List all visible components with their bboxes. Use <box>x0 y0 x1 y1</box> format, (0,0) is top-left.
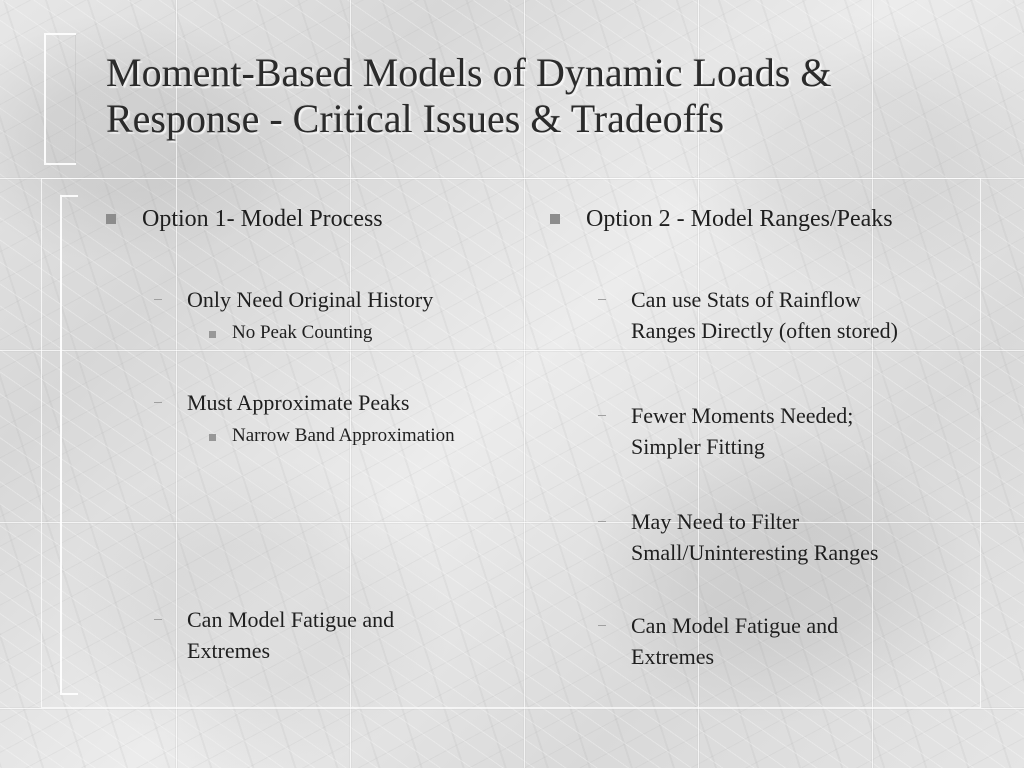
square-bullet-icon <box>209 434 216 441</box>
dash-bullet-icon <box>598 415 606 416</box>
dash-bullet-icon <box>154 402 162 403</box>
right-item-1-label: Can use Stats of Rainflow Ranges Directly (often stored) <box>631 287 898 343</box>
title-side-rail <box>44 33 76 165</box>
right-item-4-label: Can Model Fatigue and Extremes <box>631 613 839 669</box>
dash-bullet-icon <box>598 625 606 626</box>
left-heading: Option 1- Model Process <box>142 206 383 232</box>
dash-bullet-icon <box>598 299 606 300</box>
slide-title: Moment-Based Models of Dynamic Loads & Response - Critical Issues & Tradeoffs <box>106 50 832 141</box>
left-subitem-1-label: No Peak Counting <box>232 322 373 343</box>
dash-bullet-icon <box>154 619 162 620</box>
left-item-1-label: Only Need Original History <box>187 287 434 312</box>
dash-bullet-icon <box>154 299 162 300</box>
left-item-2-label: Must Approximate Peaks <box>187 390 410 415</box>
square-bullet-icon <box>106 214 116 224</box>
right-heading: Option 2 - Model Ranges/Peaks <box>586 206 893 232</box>
background-grid-line <box>0 708 1024 709</box>
left-item-3-label: Can Model Fatigue and Extremes <box>187 607 395 663</box>
square-bullet-icon <box>209 331 216 338</box>
square-bullet-icon <box>550 214 560 224</box>
left-subitem-2-label: Narrow Band Approximation <box>232 425 455 446</box>
right-item-3-label: May Need to Filter Small/Uninteresting Ranges <box>631 509 879 565</box>
right-item-2-label: Fewer Moments Needed; Simpler Fitting <box>631 403 854 459</box>
dash-bullet-icon <box>598 521 606 522</box>
